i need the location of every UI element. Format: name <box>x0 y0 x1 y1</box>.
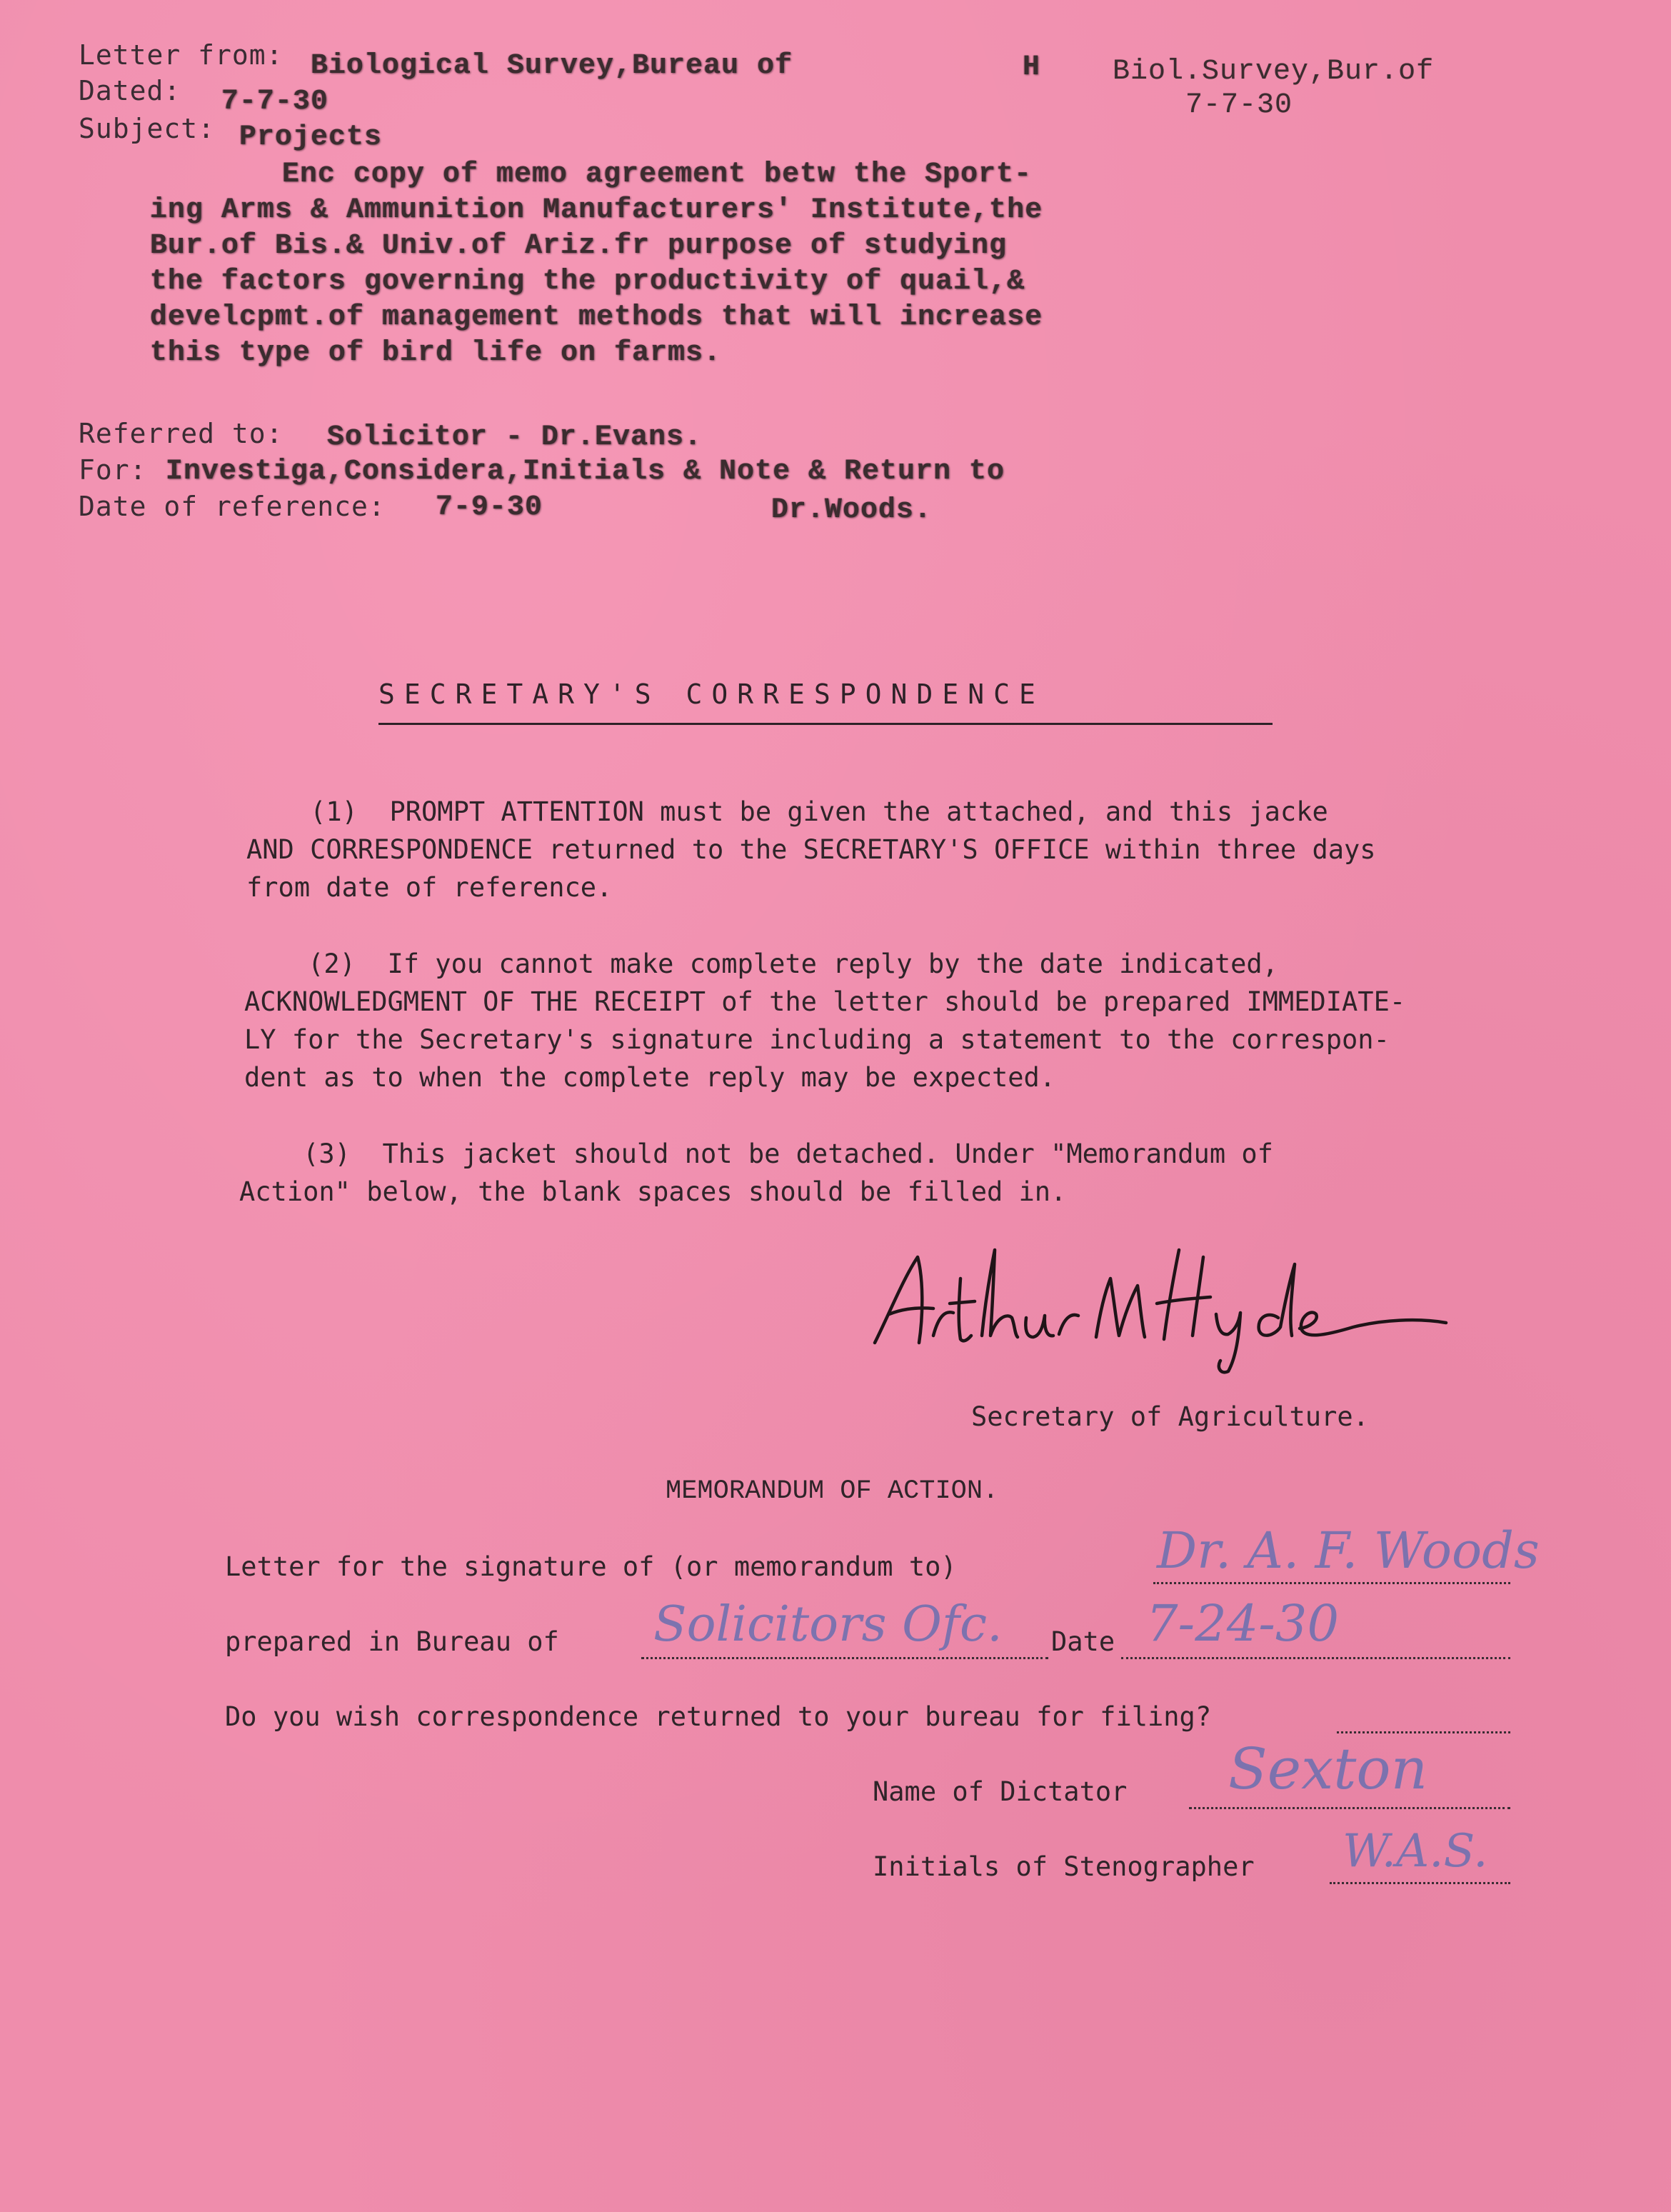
memo-bureau-label: prepared in Bureau of <box>225 1626 559 1657</box>
paragraph-1-line: from date of reference. <box>246 872 613 903</box>
memo-dictator-label: Name of Dictator <box>873 1776 1128 1807</box>
memo-date-value: 7-24-30 <box>1146 1594 1339 1653</box>
memo-signature-of-blank <box>1153 1582 1510 1584</box>
paragraph-2-line: (2) If you cannot make complete reply by the date indicated, <box>244 949 1278 979</box>
memo-signature-of-label: Letter for the signature of (or memorandum to) <box>225 1551 957 1582</box>
memo-filing-question: Do you wish correspondence returned to your bureau for filing? <box>225 1701 1212 1732</box>
description-line: Enc copy of memo agreement betw the Sport- <box>282 159 1033 191</box>
paragraph-1-line: AND CORRESPONDENCE returned to the SECRETARY'S OFFICE within three days <box>246 834 1376 865</box>
memo-stenographer-label: Initials of Stenographer <box>873 1851 1255 1882</box>
letter-from-value: Biological Survey,Bureau of <box>311 50 793 82</box>
title-underline <box>378 723 1273 725</box>
memo-heading: MEMORANDUM OF ACTION. <box>666 1476 999 1506</box>
description-line: Bur.of Bis.& Univ.of Ariz.fr purpose of studying <box>150 230 1008 262</box>
memo-stenographer-blank <box>1330 1882 1510 1884</box>
signature-image <box>868 1228 1453 1378</box>
memo-date-blank <box>1121 1657 1510 1659</box>
description-line: the factors governing the productivity of quail,& <box>150 266 1025 298</box>
paragraph-3-line: Action" below, the blank spaces should be filled in. <box>239 1176 1067 1207</box>
memo-signature-of-value: Dr. A. F. Woods <box>1157 1521 1540 1580</box>
return-to-value: Dr.Woods. <box>771 494 933 526</box>
description-line: this type of bird life on farms. <box>150 337 722 369</box>
corner-note-line2: 7-7-30 <box>1185 89 1293 121</box>
memo-stenographer-value: W.A.S. <box>1343 1825 1488 1878</box>
memo-bureau-blank <box>641 1657 1048 1659</box>
memo-dictator-blank <box>1189 1807 1510 1809</box>
corner-note-line1: Biol.Survey,Bur.of <box>1113 56 1435 88</box>
referred-to-label: Referred to: <box>79 418 283 449</box>
subject-value: Projects <box>239 121 383 154</box>
subject-label: Subject: <box>79 113 216 144</box>
memo-dictator-value: Sexton <box>1228 1736 1428 1802</box>
paragraph-2-line: LY for the Secretary's signature including a statement to the correspon- <box>244 1024 1390 1055</box>
letter-from-label: Letter from: <box>79 39 283 71</box>
memo-filing-blank <box>1337 1731 1510 1733</box>
description-line: develcpmt.of management methods that will increase <box>150 301 1043 334</box>
paragraph-3-line: (3) This jacket should not be detached. Under "Memorandum of <box>239 1138 1273 1169</box>
date-of-reference-value: 7-9-30 <box>436 491 543 524</box>
date-of-reference-label: Date of reference: <box>79 491 386 522</box>
paragraph-2-line: ACKNOWLEDGMENT OF THE RECEIPT of the letter should be prepared IMMEDIATE- <box>244 986 1406 1017</box>
referred-to-value: Solicitor - Dr.Evans. <box>327 421 703 454</box>
memo-date-label: Date <box>1051 1626 1115 1657</box>
page-title: SECRETARY'S CORRESPONDENCE <box>378 679 1045 710</box>
paragraph-2-line: dent as to when the complete reply may be expected. <box>244 1062 1056 1093</box>
memo-bureau-value: Solicitors Ofc. <box>653 1596 1003 1653</box>
paragraph-1-line: (1) PROMPT ATTENTION must be given the attached, and this jacke <box>246 796 1328 827</box>
for-value: Investiga,Considera,Initials & Note & Return to <box>166 456 1005 488</box>
for-label: For: <box>79 454 147 486</box>
dated-value: 7-7-30 <box>221 86 329 118</box>
dated-label: Dated: <box>79 75 181 106</box>
file-mark: H <box>1023 51 1041 84</box>
signatory-title: Secretary of Agriculture. <box>971 1401 1369 1432</box>
description-line: ing Arms & Ammunition Manufacturers' Institute,the <box>150 194 1043 226</box>
